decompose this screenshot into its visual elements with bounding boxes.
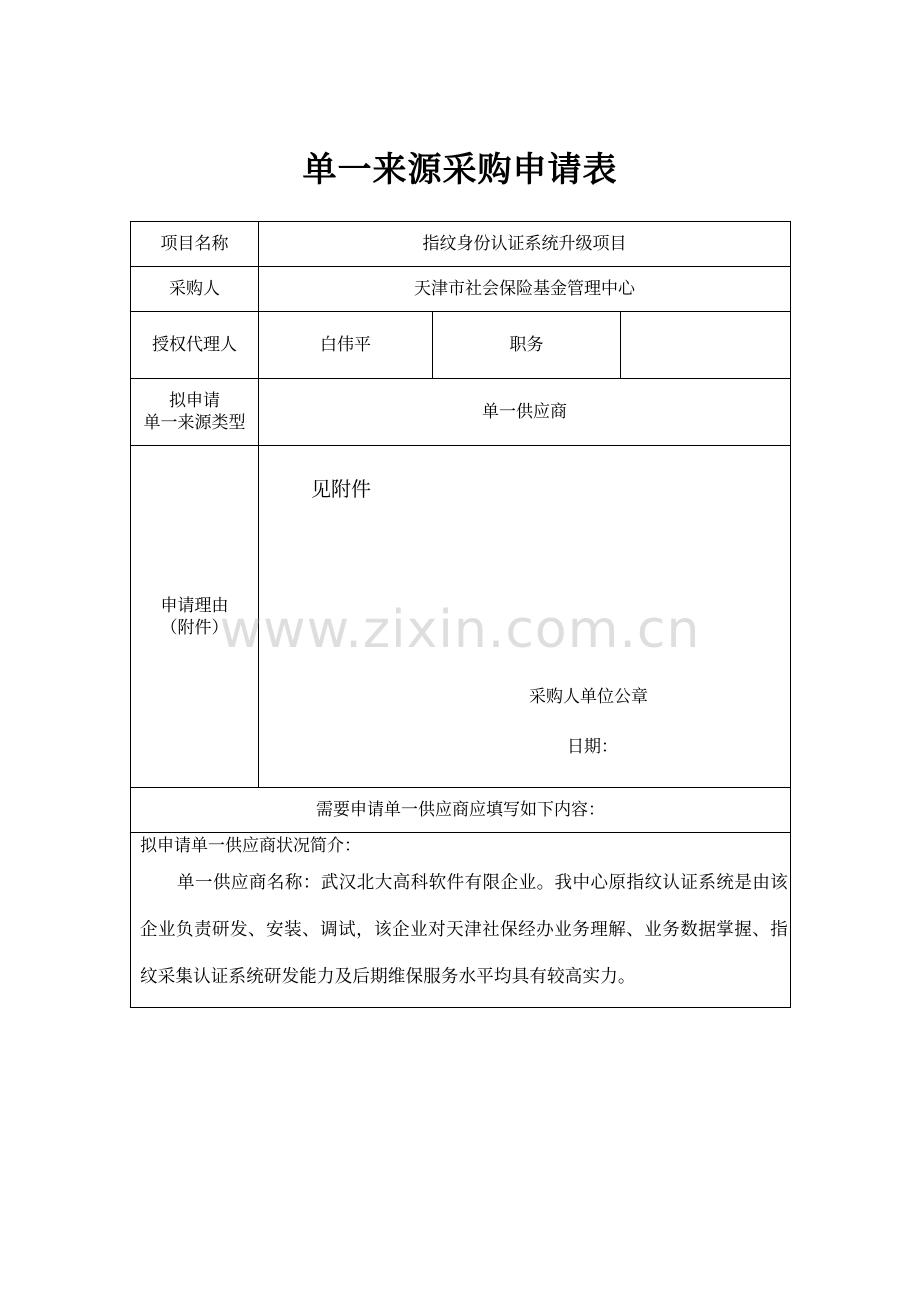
agent-row [131,312,791,379]
supplier-intro-cell [131,833,791,1008]
stamp-label: 采购人单位公章 [529,687,648,707]
reason-label [131,446,259,788]
source-type-row [131,379,791,446]
purchaser-row [131,267,791,312]
application-form-table [130,221,791,1008]
source-type-label [131,379,259,446]
supplier-intro-heading: 拟申请单一供应商状况简介： [140,836,361,856]
position-value [621,312,791,379]
reason-value: 见附件 [311,477,371,501]
supplier-intro-body: 单一供应商名称：武汉北大高科软件有限企业。我中心原指纹认证系统是由该企业负责研发、安装、调试，该企业对天津社保经办业务理解、业务数据掌握、指纹采集认证系统研发能力及后期维保服务水平均具有较高实力。 [140,873,789,987]
source-type-label-line2: 单一来源类型 [143,413,246,433]
supplier-notice: 需要申请单一供应商应填写如下内容： [131,788,791,833]
reason-label-line2: （附件） [160,617,229,638]
page-title: 单一来源采购申请表 [302,150,618,190]
project-name-value: 指纹身份认证系统升级项目 [259,222,791,267]
source-type-label-line1: 拟申请 [169,391,220,411]
purchaser-value: 天津市社会保险基金管理中心 [259,267,791,312]
agent-value: 白伟平 [259,312,433,379]
project-name-label: 项目名称 [131,222,259,267]
reason-row [131,446,791,788]
date-label: 日期： [567,737,618,757]
project-name-row [131,222,791,267]
reason-label-line1: 申请理由 [160,595,229,616]
reason-content [259,446,791,788]
agent-label: 授权代理人 [131,312,259,379]
position-label: 职务 [433,312,621,379]
purchaser-label: 采购人 [131,267,259,312]
supplier-notice-row [131,788,791,833]
source-type-value: 单一供应商 [259,379,791,446]
supplier-intro-row [131,833,791,1008]
watermark: www.zixin.com.cn [219,600,701,660]
